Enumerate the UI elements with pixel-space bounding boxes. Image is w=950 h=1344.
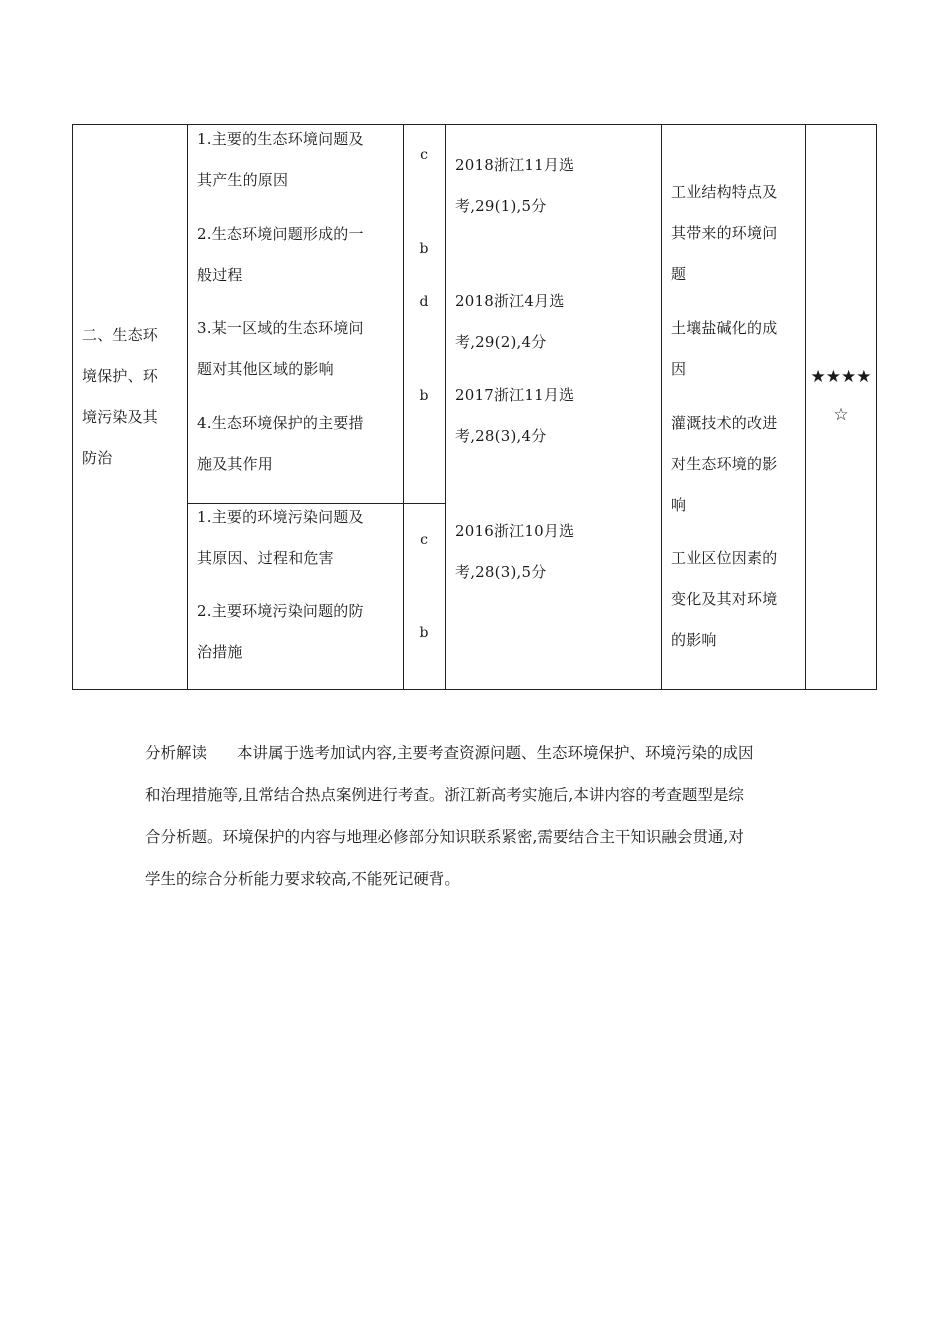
knowledge-item: 题对其他区域的影响 <box>197 360 334 378</box>
level-value: d <box>419 294 429 310</box>
knowledge-item: 1.主要的环境污染问题及 <box>197 508 364 526</box>
level-value: b <box>419 625 429 641</box>
table-divider <box>187 125 188 689</box>
knowledge-item: 2.主要环境污染问题的防 <box>197 602 364 620</box>
topic-line: 其带来的环境问 <box>671 224 778 242</box>
syllabus-table <box>72 124 877 690</box>
knowledge-item: 其产生的原因 <box>197 171 289 189</box>
category-line: 防治 <box>82 449 113 467</box>
exam-reference: 考,28(3),4分 <box>455 427 547 445</box>
star-rating-filled: ★★★★ <box>810 367 872 387</box>
topic-line: 响 <box>671 496 687 514</box>
analysis-line: 合分析题。环境保护的内容与地理必修部分知识联系紧密,需要结合主干知识融会贯通,对 <box>145 828 744 846</box>
level-value: c <box>420 532 428 548</box>
topic-line: 土壤盐碱化的成 <box>671 319 778 337</box>
exam-reference: 2016浙江10月选 <box>455 522 575 540</box>
analysis-text: 本讲属于选考加试内容,主要考查资源问题、生态环境保护、环境污染的成因 <box>237 744 754 762</box>
category-line: 二、生态环 <box>82 326 159 344</box>
analysis-paragraph <box>145 732 815 900</box>
level-value: b <box>419 241 429 257</box>
topic-line: 对生态环境的影 <box>671 455 778 473</box>
analysis-label: 分析解读 <box>145 744 208 762</box>
knowledge-item: 3.某一区域的生态环境问 <box>197 319 364 337</box>
exam-reference: 考,29(1),5分 <box>455 197 547 215</box>
level-value: c <box>420 147 428 163</box>
knowledge-item: 4.生态环境保护的主要措 <box>197 414 364 432</box>
level-value: b <box>419 388 429 404</box>
topic-line: 工业结构特点及 <box>671 183 778 201</box>
analysis-line <box>145 732 815 774</box>
topic-line: 变化及其对环境 <box>671 590 778 608</box>
knowledge-item: 般过程 <box>197 266 243 284</box>
analysis-line: 和治理措施等,且常结合热点案例进行考查。浙江新高考实施后,本讲内容的考查题型是综 <box>145 786 744 804</box>
table-divider <box>445 125 446 689</box>
knowledge-item: 治措施 <box>197 643 243 661</box>
knowledge-item: 施及其作用 <box>197 455 274 473</box>
topic-line: 工业区位因素的 <box>671 549 778 567</box>
category-line: 境保护、环 <box>82 367 159 385</box>
category-line: 境污染及其 <box>82 408 159 426</box>
table-divider <box>661 125 662 689</box>
analysis-line: 学生的综合分析能力要求较高,不能死记硬背。 <box>145 870 460 888</box>
knowledge-item: 2.生态环境问题形成的一 <box>197 225 364 243</box>
exam-reference: 考,29(2),4分 <box>455 333 547 351</box>
exam-reference: 2018浙江11月选 <box>455 156 575 174</box>
topic-line: 灌溉技术的改进 <box>671 414 778 432</box>
knowledge-item: 其原因、过程和危害 <box>197 549 334 567</box>
exam-reference: 考,28(3),5分 <box>455 563 547 581</box>
star-rating-empty: ☆ <box>833 405 849 425</box>
topic-line: 的影响 <box>671 631 717 649</box>
table-divider <box>403 125 404 689</box>
topic-line: 题 <box>671 265 687 283</box>
exam-reference: 2017浙江11月选 <box>455 386 575 404</box>
knowledge-item: 1.主要的生态环境问题及 <box>197 130 364 148</box>
topic-line: 因 <box>671 360 687 378</box>
exam-reference: 2018浙江4月选 <box>455 292 565 310</box>
